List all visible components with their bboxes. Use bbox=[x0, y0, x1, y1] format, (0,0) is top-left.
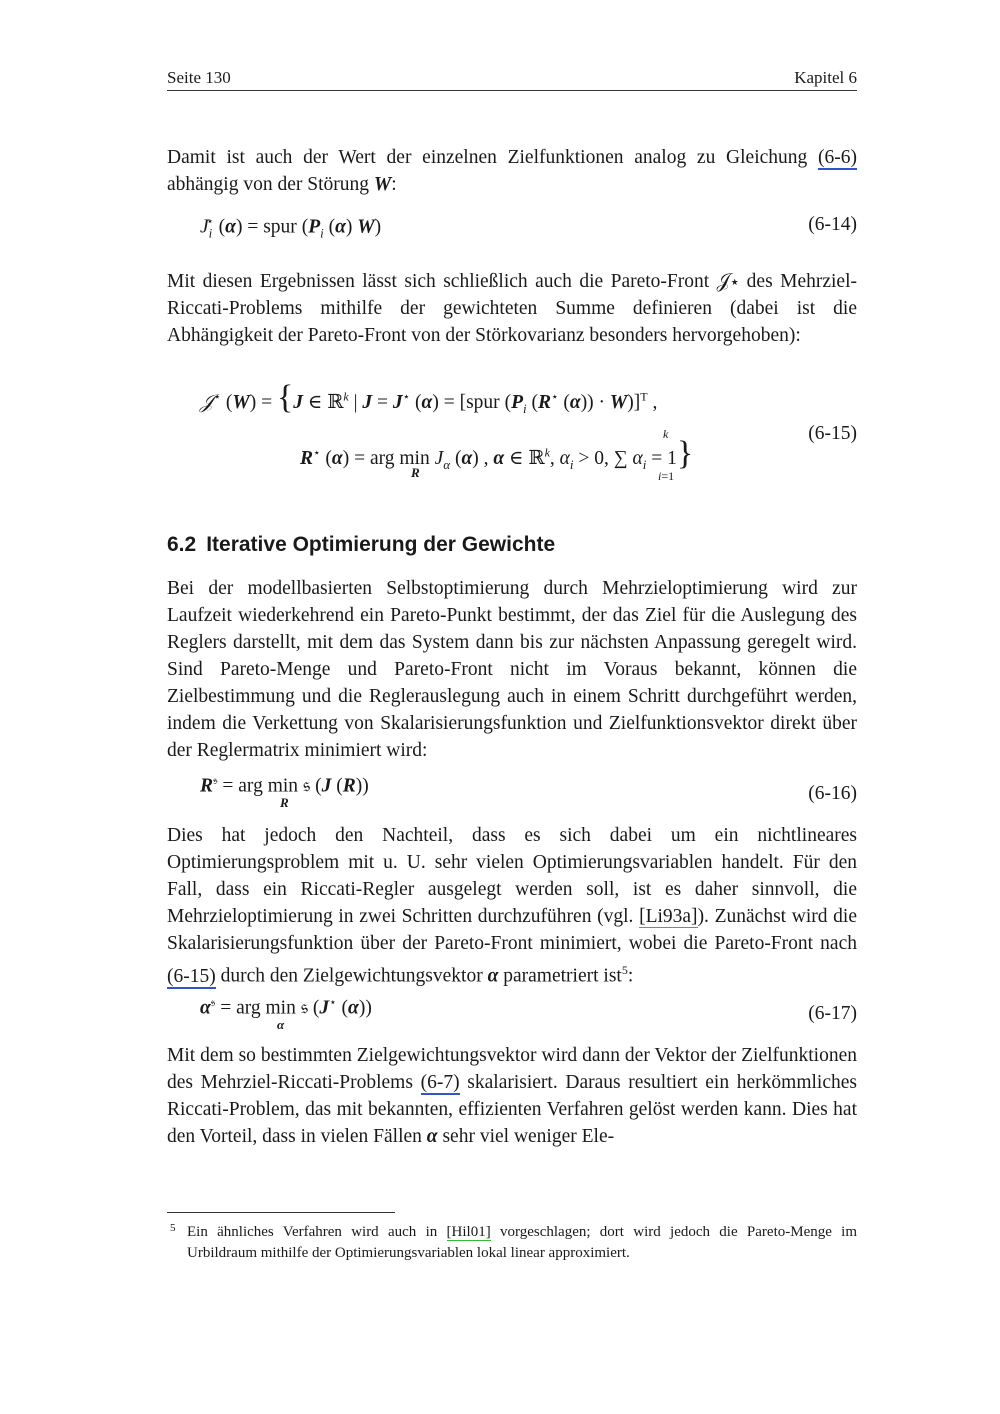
paragraph-4: Dies hat jedoch den Nachteil, dass es sich dabei um ein nichtlineares Optimierungsproblem mit u. U. sehr vielen Optimierungsvariablen handelt. Für den Fall, dass ein Riccati-Regler ausgelegt werden soll, ist es daher sinnvoll, die Mehrzieloptimierung in zwei Schritten durchzuführen (vgl. [Li93a]). Zunächst wird die Skalarisierungsfunktion über der Pareto-Front minimiert, wobei die Pareto-Front nach (6-15) durch den Zielgewichtungsvektor α parametriert ist$^5$: bbox=[167, 825, 857, 987]
citation-li93a[interactable]: [Li93a] bbox=[639, 906, 698, 927]
footnote-mark[interactable]: 5 bbox=[621, 963, 628, 977]
citation-hil01[interactable]: [Hil01] bbox=[446, 1224, 491, 1240]
equation-6-16: $R^𝔰$ = arg min 𝔰 (J (R)) R (6-16) bbox=[200, 773, 857, 810]
equation-ref-6-7[interactable]: (6-7) bbox=[420, 1072, 460, 1093]
equation-6-17: $\alpha^𝔰$ = arg min 𝔰 (J⋆ (α)) α (6-17) bbox=[200, 995, 857, 1032]
section-number: 6.2 bbox=[167, 533, 197, 556]
paragraph-5: Mit dem so bestimmten Zielgewichtungsvektor wird dann der Vektor der Zielfunktionen des Mehrziel-Riccati-Problems (6-7) skalarisiert. Daraus resultiert ein herkömmliches Riccati-Problem, das mit bekannten, effizienten Verfahren gelöst werden kann. Dies hat den Vorteil, dass in vielen Fällen α sehr viel weniger Ele- bbox=[167, 1045, 858, 1147]
footnote-number: 5 bbox=[170, 1222, 176, 1234]
equation-ref-6-6[interactable]: (6-6) bbox=[818, 147, 857, 168]
equation-number: (6-16) bbox=[808, 783, 857, 804]
page-number: Seite 130 bbox=[167, 68, 231, 87]
paragraph-3: Bei der modellbasierten Selbstoptimierung durch Mehrzieloptimierung wird zur Laufzeit wiederkehrend ein Pareto-Punkt bestimmt, der das Ziel für die Auslegung des Reglers darstellt, mit dem das System dann bis zur nächsten Anpassung geregelt wird. Sind Pareto-Menge und Pareto-Front nicht im Voraus bekannt, können die Zielbestimmung und die Reglerauslegung auch in einem Schritt durchgeführt werden, indem die Verkettung von Skalarisierungsfunktion und Zielfunktionsvektor direkt über der Reglermatrix minimiert wird: bbox=[167, 578, 857, 761]
equation-number: (6-15) bbox=[808, 423, 857, 444]
footnote: 5 Ein ähnliches Verfahren wird auch in [Hil01] vorgeschlagen; dort wird jedoch die Pareto-Menge im Urbildraum mithilfe der Optimierungsvariablen lokal linear approximiert. bbox=[167, 1222, 857, 1264]
equation-6-14: $J_i^⋆$ (α) = spur ($P_i$ (α) W) (6-14) bbox=[200, 214, 857, 241]
section-title: Iterative Optimierung der Gewichte bbox=[206, 533, 556, 556]
footnote-rule bbox=[167, 1212, 395, 1213]
equation-number: (6-14) bbox=[808, 214, 857, 235]
paragraph-2: Mit diesen Ergebnissen lässt sich schließlich auch die Pareto-Front 𝒥⋆ des Mehrziel-Riccati-Problems mithilfe der gewichteten Summe definieren (dabei ist die Abhängigkeit der Pareto-Front von der Störkovarianz besonders hervorgehoben): bbox=[167, 271, 857, 346]
section-heading bbox=[167, 533, 565, 557]
equation-ref-6-15[interactable]: (6-15) bbox=[167, 965, 216, 987]
page-header bbox=[167, 66, 857, 91]
equation-6-15: 𝒥⋆ (W) = {J ∈ ℝ$^k$ | J = J⋆ (α) = [spur ($P_i$ (R⋆ (α)) · W)]$^T$ , R⋆ (α) = arg $\min J_\alpha$ (α) , α ∈ ℝ$^k$, $\alpha_i > 0$, ∑ $\alpha_i = 1$} R k i=1 (6-15) bbox=[200, 379, 857, 483]
paragraph-1: Damit ist auch der Wert der einzelnen Zielfunktionen analog zu Gleichung (6-6) abhängig von der Störung W: bbox=[167, 147, 857, 195]
equation-number: (6-17) bbox=[808, 1003, 857, 1024]
chapter-label: Kapitel 6 bbox=[794, 68, 857, 87]
